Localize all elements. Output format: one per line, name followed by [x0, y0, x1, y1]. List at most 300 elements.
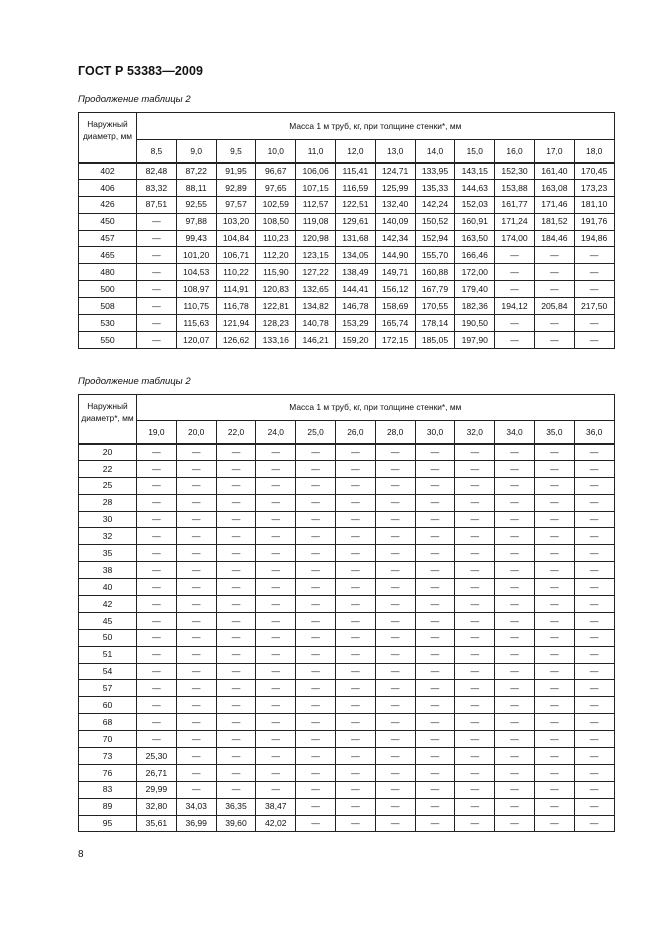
mass-cell: 129,61	[335, 213, 375, 230]
mass-cell: —	[534, 444, 574, 461]
mass-cell: 120,98	[296, 230, 336, 247]
table-row	[79, 477, 615, 494]
thickness-header: 24,0	[256, 421, 296, 444]
mass-cell: —	[176, 714, 216, 731]
mass-cell: 110,22	[216, 264, 256, 281]
mass-cell: 181,52	[534, 213, 574, 230]
mass-cell: 146,21	[296, 331, 336, 348]
mass-cell: 152,03	[455, 196, 495, 213]
thickness-header: 32,0	[455, 421, 495, 444]
table-row	[79, 781, 615, 798]
mass-cell: 104,53	[176, 264, 216, 281]
diameter-cell: 89	[79, 798, 137, 815]
table-row	[79, 213, 615, 230]
mass-cell: 144,63	[455, 179, 495, 196]
table-row	[79, 163, 615, 180]
mass-cell: 107,15	[296, 179, 336, 196]
mass-cell: 153,88	[495, 179, 535, 196]
mass-cell: 99,43	[176, 230, 216, 247]
mass-cell: —	[415, 798, 455, 815]
mass-cell: —	[415, 764, 455, 781]
diameter-cell: 406	[79, 179, 137, 196]
mass-cell: —	[335, 444, 375, 461]
mass-cell: —	[574, 579, 614, 596]
thickness-header: 13,0	[375, 140, 415, 163]
mass-cell: 128,23	[256, 315, 296, 332]
diameter-cell: 22	[79, 460, 137, 477]
diameter-cell: 450	[79, 213, 137, 230]
mass-cell: —	[176, 579, 216, 596]
diameter-cell: 28	[79, 494, 137, 511]
thickness-header: 10,0	[256, 140, 296, 163]
diameter-cell: 95	[79, 815, 137, 832]
mass-cell: 170,45	[574, 163, 614, 180]
table-row	[79, 264, 615, 281]
mass-cell: —	[455, 646, 495, 663]
mass-cell: 161,77	[495, 196, 535, 213]
mass-cell: —	[574, 663, 614, 680]
mass-cell: —	[534, 247, 574, 264]
mass-cell: —	[335, 798, 375, 815]
mass-cell: 155,70	[415, 247, 455, 264]
mass-cell: —	[534, 562, 574, 579]
mass-cell: —	[455, 444, 495, 461]
mass-cell: 91,95	[216, 163, 256, 180]
mass-cell: —	[137, 247, 177, 264]
mass-cell: —	[534, 460, 574, 477]
mass-cell: —	[495, 646, 535, 663]
mass-cell: —	[335, 731, 375, 748]
mass-cell: —	[176, 748, 216, 765]
mass-cell: 174,00	[495, 230, 535, 247]
mass-cell: —	[216, 764, 256, 781]
mass-cell: 132,40	[375, 196, 415, 213]
mass-cell: —	[296, 663, 336, 680]
mass-cell: 42,02	[256, 815, 296, 832]
mass-cell: —	[574, 460, 614, 477]
mass-cell: 124,71	[375, 163, 415, 180]
mass-cell: —	[415, 460, 455, 477]
table-row	[79, 764, 615, 781]
mass-cell: 112,20	[256, 247, 296, 264]
mass-cell: 152,30	[495, 163, 535, 180]
mass-cell: —	[375, 764, 415, 781]
table-row	[79, 697, 615, 714]
mass-cell: 172,15	[375, 331, 415, 348]
table1-caption: Продолжение таблицы 2	[78, 94, 191, 105]
mass-cell: 181,10	[574, 196, 614, 213]
mass-cell: —	[574, 731, 614, 748]
mass-cell: —	[375, 680, 415, 697]
thickness-header: 16,0	[495, 140, 535, 163]
mass-cell: 191,76	[574, 213, 614, 230]
mass-cell: —	[495, 629, 535, 646]
thickness-header: 9,5	[216, 140, 256, 163]
diameter-cell: 76	[79, 764, 137, 781]
mass-cell: —	[176, 562, 216, 579]
mass-cell: —	[455, 764, 495, 781]
thickness-header: 34,0	[495, 421, 535, 444]
mass-cell: —	[455, 596, 495, 613]
table-row	[79, 545, 615, 562]
mass-cell: —	[256, 460, 296, 477]
document-title: ГОСТ Р 53383—2009	[78, 64, 204, 78]
mass-cell: —	[296, 781, 336, 798]
mass-cell: —	[495, 798, 535, 815]
mass-cell: —	[256, 680, 296, 697]
mass-cell: —	[335, 748, 375, 765]
thickness-header: 17,0	[534, 140, 574, 163]
mass-cell: —	[335, 714, 375, 731]
table-row	[79, 331, 615, 348]
thickness-header: 19,0	[137, 421, 177, 444]
mass-cell: —	[495, 663, 535, 680]
mass-cell: —	[335, 680, 375, 697]
mass-cell: —	[256, 444, 296, 461]
mass-cell: —	[574, 477, 614, 494]
mass-cell: —	[574, 697, 614, 714]
mass-cell: 34,03	[176, 798, 216, 815]
mass-cell: 116,59	[335, 179, 375, 196]
mass-cell: —	[455, 663, 495, 680]
mass-cell: 92,55	[176, 196, 216, 213]
mass-cell: —	[216, 596, 256, 613]
mass-cell: —	[216, 511, 256, 528]
mass-cell: —	[534, 663, 574, 680]
mass-cell: —	[415, 579, 455, 596]
diameter-cell: 54	[79, 663, 137, 680]
thickness-header: 11,0	[296, 140, 336, 163]
mass-cell: —	[574, 748, 614, 765]
mass-cell: —	[176, 697, 216, 714]
diameter-cell: 508	[79, 298, 137, 315]
mass-cell: —	[296, 494, 336, 511]
mass-cell: —	[137, 612, 177, 629]
mass-cell: —	[375, 494, 415, 511]
mass-cell: 142,34	[375, 230, 415, 247]
mass-cell: —	[495, 815, 535, 832]
mass-cell: —	[495, 579, 535, 596]
mass-cell: 108,50	[256, 213, 296, 230]
mass-cell: —	[137, 213, 177, 230]
mass-cell: —	[455, 562, 495, 579]
mass-cell: 134,05	[335, 247, 375, 264]
mass-cell: —	[137, 298, 177, 315]
mass-cell: 35,61	[137, 815, 177, 832]
mass-cell: —	[415, 748, 455, 765]
table-row	[79, 494, 615, 511]
diameter-cell: 50	[79, 629, 137, 646]
mass-cell: —	[415, 697, 455, 714]
mass-cell: 122,51	[335, 196, 375, 213]
mass-cell: 194,86	[574, 230, 614, 247]
mass-cell: 104,84	[216, 230, 256, 247]
mass-cell: —	[574, 494, 614, 511]
mass-cell: 123,15	[296, 247, 336, 264]
diameter-cell: 73	[79, 748, 137, 765]
mass-cell: 197,90	[455, 331, 495, 348]
diameter-cell: 68	[79, 714, 137, 731]
mass-cell: —	[335, 612, 375, 629]
mass-cell: —	[574, 528, 614, 545]
mass-cell: 152,94	[415, 230, 455, 247]
mass-cell: —	[137, 562, 177, 579]
mass-cell: —	[256, 545, 296, 562]
mass-cell: —	[495, 315, 535, 332]
mass-cell: 140,78	[296, 315, 336, 332]
diameter-cell: 70	[79, 731, 137, 748]
mass-cell: 144,41	[335, 281, 375, 298]
mass-cell: —	[455, 714, 495, 731]
mass-cell: —	[335, 545, 375, 562]
mass-cell: —	[415, 494, 455, 511]
mass-cell: —	[375, 579, 415, 596]
mass-cell: —	[335, 629, 375, 646]
table2	[78, 394, 615, 832]
mass-cell: 132,65	[296, 281, 336, 298]
mass-cell: —	[137, 731, 177, 748]
mass-cell: —	[256, 629, 296, 646]
mass-cell: —	[455, 697, 495, 714]
mass-cell: 161,40	[534, 163, 574, 180]
diameter-cell: 480	[79, 264, 137, 281]
mass-cell: —	[415, 731, 455, 748]
mass-cell: 185,05	[415, 331, 455, 348]
mass-cell: —	[335, 596, 375, 613]
mass-cell: —	[296, 562, 336, 579]
mass-cell: —	[574, 815, 614, 832]
mass-cell: 178,14	[415, 315, 455, 332]
mass-cell: —	[335, 460, 375, 477]
table-row	[79, 230, 615, 247]
mass-cell: —	[534, 612, 574, 629]
mass-cell: —	[455, 680, 495, 697]
mass-cell: —	[296, 646, 336, 663]
mass-cell: —	[534, 494, 574, 511]
mass-cell: —	[415, 680, 455, 697]
mass-cell: —	[574, 264, 614, 281]
mass-cell: 92,89	[216, 179, 256, 196]
mass-cell: 121,94	[216, 315, 256, 332]
mass-cell: 127,22	[296, 264, 336, 281]
mass-cell: —	[375, 612, 415, 629]
table-row	[79, 460, 615, 477]
mass-cell: 150,52	[415, 213, 455, 230]
mass-cell: —	[534, 264, 574, 281]
mass-cell: —	[176, 764, 216, 781]
table-row	[79, 596, 615, 613]
table2-body	[79, 444, 615, 832]
mass-cell: —	[176, 511, 216, 528]
mass-cell: 133,95	[415, 163, 455, 180]
mass-cell: —	[176, 596, 216, 613]
mass-cell: —	[176, 663, 216, 680]
mass-cell: —	[256, 477, 296, 494]
mass-cell: —	[216, 494, 256, 511]
mass-cell: —	[574, 511, 614, 528]
mass-cell: —	[335, 477, 375, 494]
mass-cell: —	[296, 511, 336, 528]
mass-cell: 101,20	[176, 247, 216, 264]
mass-cell: —	[534, 748, 574, 765]
mass-cell: 87,51	[137, 196, 177, 213]
mass-cell: —	[375, 511, 415, 528]
mass-cell: —	[216, 629, 256, 646]
mass-cell: —	[335, 562, 375, 579]
mass-cell: —	[137, 545, 177, 562]
mass-cell: —	[375, 562, 415, 579]
diameter-cell: 42	[79, 596, 137, 613]
mass-cell: —	[495, 331, 535, 348]
mass-cell: 179,40	[455, 281, 495, 298]
mass-cell: 97,88	[176, 213, 216, 230]
mass-cell: 36,35	[216, 798, 256, 815]
mass-cell: 170,55	[415, 298, 455, 315]
mass-cell: —	[335, 781, 375, 798]
mass-cell: —	[335, 579, 375, 596]
mass-cell: 106,71	[216, 247, 256, 264]
mass-cell: 182,36	[455, 298, 495, 315]
thickness-header: 9,0	[176, 140, 216, 163]
mass-cell: —	[256, 562, 296, 579]
mass-cell: 88,11	[176, 179, 216, 196]
table-row	[79, 646, 615, 663]
mass-cell: —	[495, 731, 535, 748]
mass-cell: 114,91	[216, 281, 256, 298]
mass-cell: —	[455, 748, 495, 765]
mass-cell: 39,60	[216, 815, 256, 832]
mass-cell: —	[495, 494, 535, 511]
mass-cell: —	[574, 798, 614, 815]
mass-cell: 120,83	[256, 281, 296, 298]
mass-cell: —	[534, 596, 574, 613]
mass-cell: 32,80	[137, 798, 177, 815]
thickness-header: 14,0	[415, 140, 455, 163]
mass-cell: —	[455, 528, 495, 545]
mass-cell: 119,08	[296, 213, 336, 230]
mass-cell: —	[216, 562, 256, 579]
mass-cell: 138,49	[335, 264, 375, 281]
mass-cell: —	[415, 528, 455, 545]
mass-cell: —	[415, 596, 455, 613]
mass-cell: —	[137, 281, 177, 298]
mass-cell: —	[176, 629, 216, 646]
mass-cell: —	[375, 477, 415, 494]
mass-cell: 36,99	[176, 815, 216, 832]
mass-cell: 83,32	[137, 179, 177, 196]
mass-cell: —	[375, 528, 415, 545]
mass-cell: —	[415, 629, 455, 646]
mass-cell: 26,71	[137, 764, 177, 781]
mass-cell: —	[415, 781, 455, 798]
mass-cell: —	[574, 444, 614, 461]
mass-cell: —	[534, 714, 574, 731]
mass-cell: —	[176, 460, 216, 477]
mass-cell: —	[534, 579, 574, 596]
mass-cell: —	[534, 646, 574, 663]
mass-cell: —	[137, 629, 177, 646]
thickness-header: 22,0	[216, 421, 256, 444]
mass-cell: —	[335, 528, 375, 545]
mass-cell: —	[415, 545, 455, 562]
mass-cell: 135,33	[415, 179, 455, 196]
table2-caption: Продолжение таблицы 2	[78, 376, 191, 387]
mass-cell: 97,57	[216, 196, 256, 213]
mass-cell: —	[574, 680, 614, 697]
mass-cell: —	[176, 612, 216, 629]
mass-cell: —	[176, 528, 216, 545]
mass-cell: —	[574, 281, 614, 298]
mass-cell: —	[574, 612, 614, 629]
mass-cell: —	[296, 731, 336, 748]
mass-cell: —	[455, 579, 495, 596]
mass-cell: —	[137, 444, 177, 461]
mass-cell: —	[137, 596, 177, 613]
mass-cell: 156,12	[375, 281, 415, 298]
table-row	[79, 748, 615, 765]
mass-cell: 160,88	[415, 264, 455, 281]
mass-cell: 140,09	[375, 213, 415, 230]
mass-cell: —	[375, 545, 415, 562]
thickness-header: 8,5	[137, 140, 177, 163]
table-row	[79, 281, 615, 298]
mass-cell: —	[415, 477, 455, 494]
mass-cell: 103,20	[216, 213, 256, 230]
mass-cell: —	[375, 731, 415, 748]
mass-cell: 160,91	[455, 213, 495, 230]
mass-cell: 115,90	[256, 264, 296, 281]
mass-cell: —	[495, 477, 535, 494]
diameter-cell: 35	[79, 545, 137, 562]
mass-cell: —	[296, 714, 336, 731]
mass-cell: 25,30	[137, 748, 177, 765]
mass-cell: —	[216, 697, 256, 714]
page-number: 8	[78, 849, 84, 860]
thickness-header: 26,0	[335, 421, 375, 444]
mass-cell: —	[256, 663, 296, 680]
diameter-cell: 20	[79, 444, 137, 461]
thickness-header: 20,0	[176, 421, 216, 444]
mass-cell: —	[176, 680, 216, 697]
mass-cell: 38,47	[256, 798, 296, 815]
mass-cell: —	[137, 680, 177, 697]
diameter-cell: 500	[79, 281, 137, 298]
thickness-header: 35,0	[534, 421, 574, 444]
diameter-cell: 51	[79, 646, 137, 663]
diameter-cell: 25	[79, 477, 137, 494]
mass-cell: —	[216, 663, 256, 680]
thickness-header: 36,0	[574, 421, 614, 444]
mass-cell: —	[495, 612, 535, 629]
mass-cell: 122,81	[256, 298, 296, 315]
mass-cell: —	[495, 511, 535, 528]
mass-cell: —	[495, 545, 535, 562]
table-row	[79, 629, 615, 646]
table1-thickness-row	[79, 140, 615, 163]
mass-cell: —	[137, 663, 177, 680]
mass-cell: —	[495, 247, 535, 264]
diameter-cell: 60	[79, 697, 137, 714]
mass-cell: —	[137, 460, 177, 477]
diameter-cell: 530	[79, 315, 137, 332]
thickness-header: 18,0	[574, 140, 614, 163]
mass-cell: —	[137, 697, 177, 714]
mass-cell: 110,23	[256, 230, 296, 247]
mass-cell: —	[216, 460, 256, 477]
mass-cell: —	[534, 731, 574, 748]
mass-cell: 112,57	[296, 196, 336, 213]
mass-cell: 108,97	[176, 281, 216, 298]
